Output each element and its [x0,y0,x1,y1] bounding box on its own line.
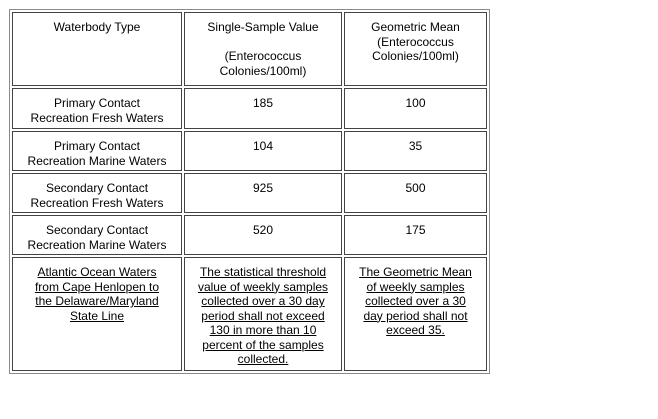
location-note-cell [12,257,182,371]
single-sample-value: 925 [252,181,274,195]
table-row [12,88,487,129]
header-single-sample-title: Single-Sample Value [207,20,319,34]
geometric-mean-value: 100 [405,96,426,110]
location-note-line: from Cape Henlopen to [34,279,160,294]
single-sample-note-line: value of weekly samples [197,279,329,294]
waterbody-type-cell [12,88,182,129]
geometric-mean-value: 35 [408,139,423,153]
single-sample-note-cell [184,257,342,371]
geometric-mean-note-line: The Geometric Mean [359,265,472,279]
location-note-line: the Delaware/Maryland [35,294,159,308]
waterbody-type-cell [12,131,182,171]
single-sample-note-line: collected. [237,352,289,366]
geometric-mean-note-line: collected over a 30 [365,294,466,308]
single-sample-value-cell [184,215,342,255]
table-notes-row [12,257,487,371]
waterbody-type-cell [12,215,182,255]
location-note-line: State Line [69,308,125,323]
waterbody-type-line1: Secondary Contact [45,223,149,237]
table-row [12,173,487,213]
geometric-mean-cell [344,173,487,213]
header-geometric-mean [344,12,487,86]
geometric-mean-cell [344,215,487,255]
header-single-sample-unit-line1: (Enterococcus [224,49,302,63]
waterbody-type-cell [12,173,182,213]
geometric-mean-note-line: exceed 35. [386,323,445,337]
water-quality-criteria-table [9,9,490,374]
single-sample-value-cell [184,173,342,213]
waterbody-type-line1: Primary Contact [53,139,141,153]
waterbody-type-line2: Recreation Fresh Waters [30,110,164,125]
single-sample-note-line: The statistical threshold [199,265,327,279]
header-geometric-mean-unit-line2: Colonies/100ml) [372,49,459,63]
waterbody-type-line1: Secondary Contact [45,181,149,195]
geometric-mean-value: 175 [405,223,426,237]
geometric-mean-cell [344,131,487,171]
geometric-mean-note-line: day period shall not [363,308,468,323]
single-sample-value: 104 [252,139,274,153]
geometric-mean-value: 500 [405,181,426,195]
geometric-mean-note-line: of weekly samples [366,279,465,294]
waterbody-type-line1: Primary Contact [53,96,141,110]
single-sample-note-line: 130 in more than 10 [209,323,317,337]
header-single-sample-unit-line2: Colonies/100ml) [219,63,307,78]
table-row [12,131,487,171]
single-sample-value-cell [184,88,342,129]
single-sample-note-line: period shall not exceed [201,308,325,323]
header-waterbody-type-label: Waterbody Type [53,20,141,34]
single-sample-note-line: collected over a 30 day [201,294,325,308]
single-sample-value-cell [184,131,342,171]
table-row [12,215,487,255]
location-note-line: Atlantic Ocean Waters [37,265,157,279]
geometric-mean-cell [344,88,487,129]
single-sample-value: 520 [252,223,274,237]
table-header-row [12,12,487,86]
single-sample-value: 185 [252,96,274,110]
header-geometric-mean-unit-line1: (Enterococcus [377,34,454,49]
waterbody-type-line2: Recreation Fresh Waters [30,195,164,210]
header-geometric-mean-title: Geometric Mean [371,20,460,34]
geometric-mean-note-cell [344,257,487,371]
header-single-sample-value [184,12,342,86]
waterbody-type-line2: Recreation Marine Waters [27,153,167,168]
waterbody-type-line2: Recreation Marine Waters [27,237,167,252]
single-sample-note-line: percent of the samples [202,337,324,352]
header-waterbody-type [12,12,182,86]
